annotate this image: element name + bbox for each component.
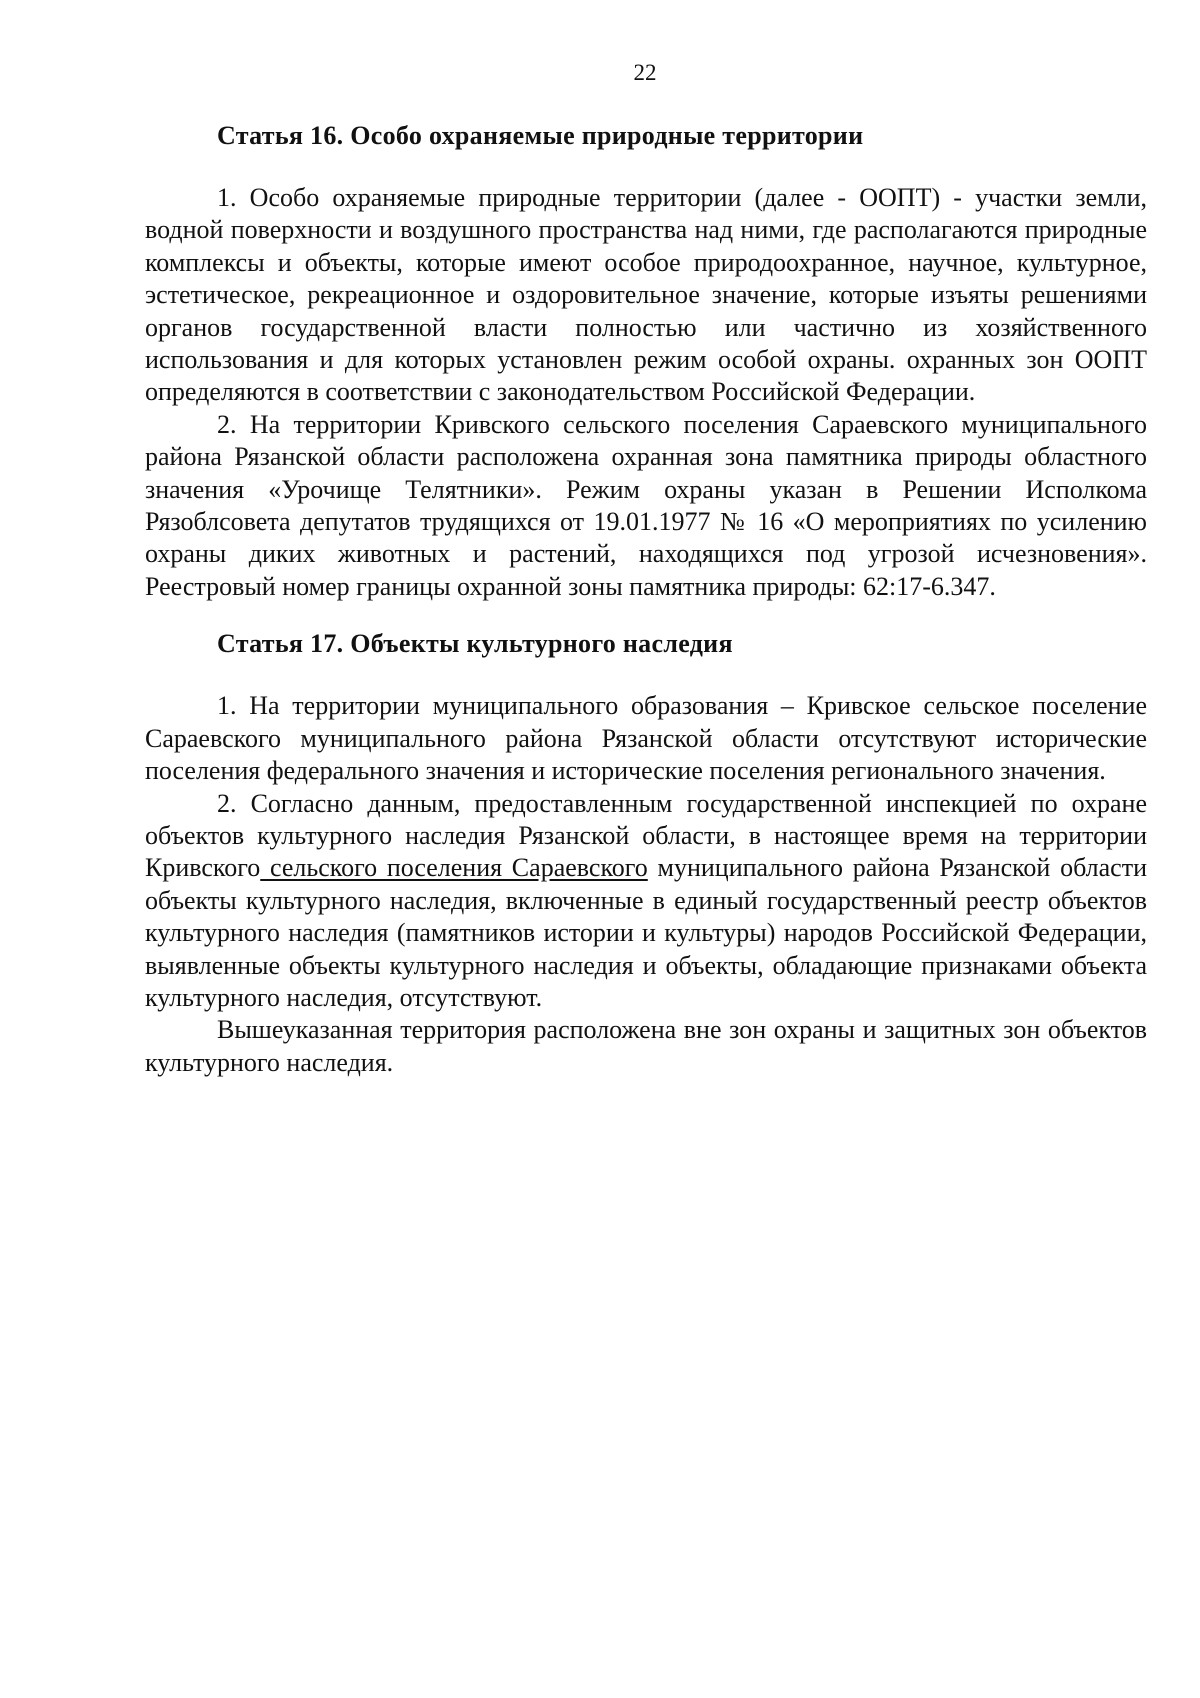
article-16-heading: Статья 16. Особо охраняемые природные территории <box>217 121 864 150</box>
article-17-paragraph-2 <box>145 788 1147 1015</box>
article-16-paragraph-1: 1. Особо охраняемые природные территории (далее - ООПТ) - участки земли, водной поверхности и воздушного пространства над ними, где располагаются природные комплексы и объекты, которые имеют особое природоохранное, научное, культурное, эстетическое, рекреационное и оздоровительное значение, которые изъяты решениями органов государственной власти полностью или частично из хозяйственного использования и для которых установлен режим особой охраны. охранных зон ООПТ определяются в соответствии с законодательством Российской Федерации. <box>145 183 1147 407</box>
document-body <box>145 112 1147 1079</box>
underlined-settlement-name: сельского поселения Сараевского <box>260 853 648 883</box>
article-17-paragraph-2-end: муниципального района Рязанской области объекты культурного наследия, включенные в единый государственный реестр объектов культурного наследия (памятников истории и культуры) народов Российской Федерации, выявленные объекты культурного наследия и объекты, обладающие признаками объекта культурного наследия, отсутствуют. <box>145 853 1147 1012</box>
article-17-paragraph-1: 1. На территории муниципального образования – Кривское сельское поселение Сараевского муниципального района Рязанской области отсутствуют исторические поселения федерального значения и исторические поселения регионального значения. <box>145 691 1147 786</box>
page-number: 22 <box>633 60 657 85</box>
article-16-paragraph-2: 2. На территории Кривского сельского поселения Сараевского муниципального района Рязанской области расположена охранная зона памятника природы областного значения «Урочище Телятники». Режим охраны указан в Решении Исполкома Рязоблсовета депутатов трудящихся от 19.01.1977 № 16 «О мероприятиях по усилению охраны диких животных и растений, находящихся под угрозой исчезновения». Реестровый номер границы охранной зоны памятника природы: 62:17-6.347. <box>145 409 1147 601</box>
article-17-paragraph-3: Вышеуказанная территория расположена вне зон охраны и защитных зон объектов культурного наследия. <box>145 1015 1147 1077</box>
article-17-heading: Статья 17. Объекты культурного наследия <box>217 629 733 659</box>
article-17-paragraph-2-start: 2. Согласно данным, предоставленным государственной инспекцией по охране объектов культурного наследия Рязанской области, в настоящее время на территории Кривского <box>145 788 1147 883</box>
